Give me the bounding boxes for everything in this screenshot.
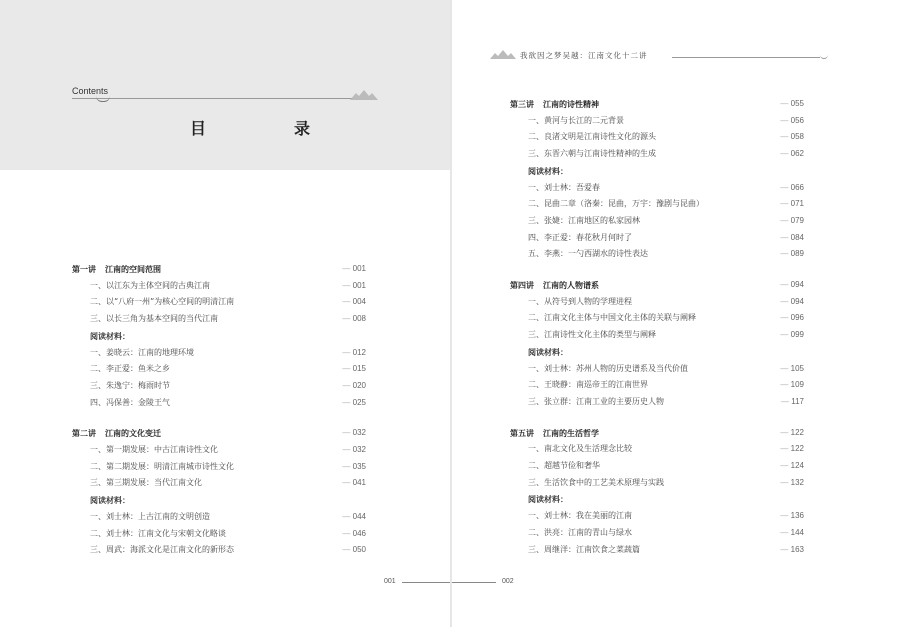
lecture-heading [72,425,366,441]
reading-item [528,213,804,229]
toc-entry-text: 一、刘士林：上古江南的文明创造 [90,511,210,521]
reading-item [90,509,366,525]
toc-entry-text: 二、洪亮：江南的青山与绿水 [528,527,632,537]
page-number: — 015 [342,361,366,377]
reading-item [528,180,804,196]
page-number: — 050 [342,542,366,558]
toc-entry-text: 二、超越节俭和奢华 [528,461,600,470]
toc-item [528,310,804,326]
page-number: — 163 [780,542,804,558]
lecture-heading [72,261,366,277]
page-number: — 099 [780,327,804,343]
toc-entry-text: 二、李正爱：鱼米之乡 [90,364,170,374]
contents-header-band [0,0,450,170]
reading-material-label [528,163,804,179]
page-title: 目 录 [190,119,347,138]
toc-item [90,459,366,475]
reading-item [90,345,366,361]
toc-entry-text: 三、张立群：江南工业的主要历史人物 [528,396,664,406]
toc-entry-text: 二、江南文化主体与中国文化主体的关联与阐释 [528,313,696,323]
toc-item [528,458,804,474]
toc-entry-text: 江南的生活哲学 [543,427,599,438]
lecture-heading [510,96,804,112]
toc-entry-text: 二、第二期发展：明清江南城市诗性文化 [90,461,234,471]
folio-left: 001 [384,578,396,585]
toc-item [528,475,804,491]
page-number: — 105 [780,361,804,377]
toc-entry-text: 江南的空间范围 [105,264,161,274]
page-number: — 066 [780,180,804,196]
reading-material-label [90,492,366,508]
toc-entry-text: 三、周继洋：江南饮食之菜蔬篇 [528,544,640,554]
lecture-heading [510,277,804,293]
toc-entry-text: 四、李正爱：春花秋月何时了 [528,232,632,242]
reading-material-label [528,344,804,360]
reading-item [528,196,804,212]
reading-item [528,361,804,377]
toc-entry-text: 一、姜晓云：江南的地理环境 [90,347,194,357]
toc-item [90,294,366,310]
contents-label: Contents [72,86,109,96]
lecture-heading [510,425,804,441]
toc-item [528,113,804,129]
page-number: — 001 [342,261,366,277]
toc-item [90,475,366,491]
page-number: — 132 [780,475,804,491]
page-number: — 094 [780,294,804,310]
toc-item [528,129,804,145]
page-number: — 062 [780,146,804,162]
toc-entry-text: 三、江南诗性文化主体的类型与阐释 [528,330,656,340]
page-number: — 122 [780,425,804,441]
toc-entry-text: 江南的诗性精神 [543,99,599,109]
page-number: — 089 [780,246,804,262]
toc-entry-text: 三、东晋六朝与江南诗性精神的生成 [528,149,656,159]
toc-entry-text: 一、从符号到人物的学理进程 [528,296,632,306]
toc-entry-text: 三、朱逸宁：梅雨时节 [90,380,170,390]
folio-rule-right [452,582,496,583]
reading-item [528,230,804,246]
toc-item [528,146,804,162]
toc-entry-text: 五、李燕：一勺西湖水的诗性表达 [528,249,648,259]
lecture-number: 第二讲 [72,428,96,439]
lecture-number: 第四讲 [510,280,534,290]
mountain-ornament-icon [490,50,516,60]
toc-entry-text: 二、昆曲二章（洛秦：昆曲，万宇：豫剧与昆曲） [528,199,704,209]
page-number: — 079 [780,213,804,229]
reading-item [528,508,804,524]
folio-right: 002 [502,578,514,585]
page-number: — 071 [780,196,804,212]
page-number: — 025 [342,395,366,411]
toc-entry-text: 二、良渚文明是江南诗性文化的源头 [528,132,656,142]
page-number: — 096 [780,310,804,326]
toc-entry-text: 三、第三期发展：当代江南文化 [90,478,202,488]
toc-entry-text: 一、以江东为主体空间的古典江南 [90,280,210,290]
reading-item [90,542,366,558]
running-head-rule [672,57,820,58]
reading-item [528,377,804,393]
toc-item [90,311,366,327]
toc-item [90,442,366,458]
right-page [452,0,900,627]
toc-entry-text: 一、黄河与长江的二元背景 [528,115,624,125]
page-number: — 122 [780,441,804,457]
reading-material-label [528,491,804,507]
page-number: — 012 [342,345,366,361]
reading-item [90,395,366,411]
reading-item [528,394,804,410]
toc-item [528,327,804,343]
toc-entry-text: 阅读材料： [528,165,568,176]
reading-item [90,526,366,542]
toc-entry-text: 一、刘士林：我在美丽的江南 [528,511,632,521]
toc-entry-text: 一、南北文化及生活理念比较 [528,444,632,454]
running-head [452,50,900,64]
toc-entry-text: 阅读材料： [528,494,568,505]
page-number: — 020 [342,378,366,394]
page-number: — 044 [342,509,366,525]
reading-item [528,525,804,541]
lecture-number: 第一讲 [72,264,96,274]
toc-item [528,441,804,457]
reading-item [528,246,804,262]
page-number: — 004 [342,294,366,310]
toc-entry-text: 一、刘士林：吾爱春 [528,182,600,192]
toc-entry-text: 三、张婕：江南地区的私家园林 [528,215,640,225]
page-number: — 032 [342,425,366,441]
page-number: — 041 [342,475,366,491]
page-number: — 117 [781,394,804,410]
page-number: — 001 [342,278,366,294]
toc-entry-text: 江南的人物谱系 [543,280,599,290]
toc-entry-text: 阅读材料： [528,346,568,357]
toc-entry-text: 阅读材料： [90,330,130,341]
toc-entry-text: 阅读材料： [90,495,130,506]
running-head-title: 我欲因之梦吴越：江南文化十二讲 [520,51,648,60]
toc-entry-text: 江南的文化变迁 [105,428,161,439]
page-number: — 144 [780,525,804,541]
page-number: — 008 [342,311,366,327]
page-number: — 094 [780,277,804,293]
page-number: — 124 [780,458,804,474]
toc-entry-text: 四、冯保善：金陵王气 [90,397,170,407]
page-number: — 084 [780,230,804,246]
lecture-number: 第五讲 [510,427,534,438]
toc-entry-text: 三、生活饮食中的工艺美术原理与实践 [528,477,664,487]
folio-rule-left [402,582,450,583]
lecture-number: 第三讲 [510,99,534,109]
mountain-ornament-icon [350,89,378,101]
reading-item [90,378,366,394]
toc-entry-text: 二、王晓静：南巡帝王的江南世界 [528,380,648,390]
toc-entry-text: 三、以长三角为基本空间的当代江南 [90,314,218,324]
toc-entry-text: 一、第一期发展：中古江南诗性文化 [90,445,218,454]
page-number: — 032 [342,442,366,458]
toc-entry-text: 二、以“八府一州”为核心空间的明清江南 [90,297,235,307]
toc-entry-text: 一、刘士林：苏州人物的历史谱系及当代价值 [528,363,688,373]
contents-rule [72,98,372,99]
page-number: — 136 [780,508,804,524]
page-number: — 035 [342,459,366,475]
reading-item [90,361,366,377]
toc-entry-text: 二、刘士林：江南文化与宋朝文化略谈 [90,528,226,538]
page-number: — 109 [780,377,804,393]
toc-item [528,294,804,310]
page-number: — 058 [780,129,804,145]
toc-entry-text: 三、周武：海派文化是江南文化的新形态 [90,545,234,555]
page-number: — 055 [780,96,804,112]
reading-item [528,542,804,558]
page-number: — 046 [342,526,366,542]
toc-item [90,278,366,294]
page-number: — 056 [780,113,804,129]
reading-material-label [90,328,366,344]
running-head-flourish [820,54,828,59]
